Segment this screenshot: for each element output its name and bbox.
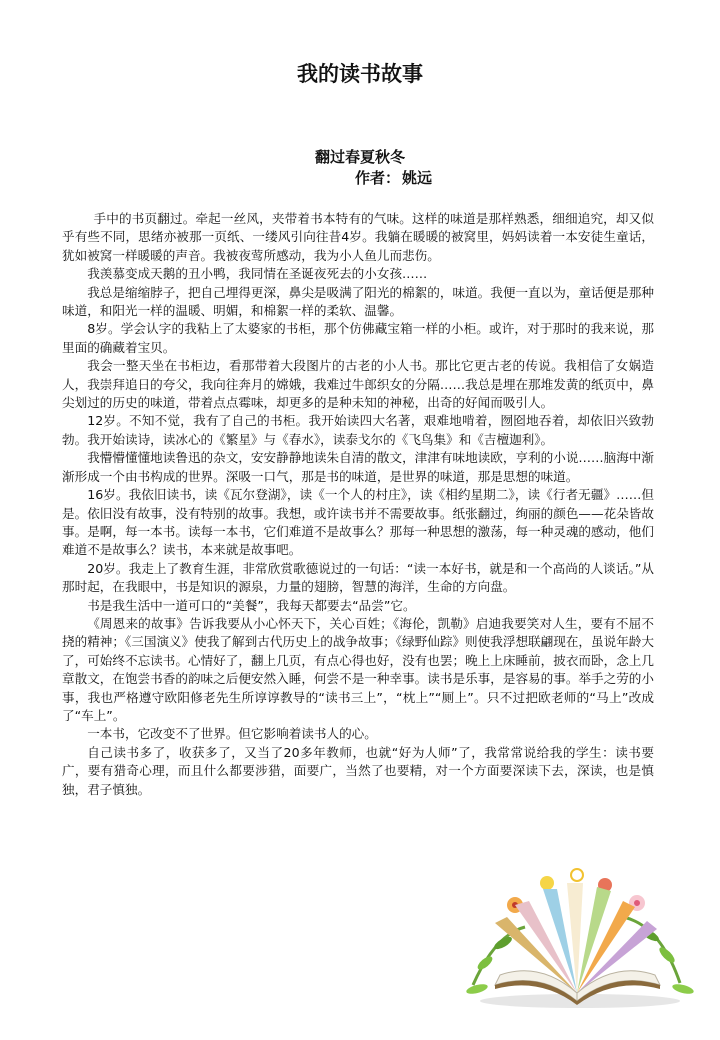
- paragraph: 8岁。学会认字的我粘上了太婆家的书柜，那个仿佛藏宝箱一样的小柜。或许，对于那时的我来说，那里面的确藏着宝贝。: [62, 321, 654, 355]
- paragraph: 书是我生活中一道可口的“美餐”，我每天都要去“品尝”它。: [87, 597, 416, 613]
- paragraph: 一本书，它改变不了世界。但它影响着读书人的心。: [87, 726, 377, 742]
- paragraph: 16岁。我依旧读书，读《瓦尔登湖》，读《一个人的村庄》，读《相约星期二》，读《行者无疆》……但是。依旧没有故事，没有特别的故事。我想，或许读书并不需要故事。纸张翻过，绚丽的颜色——花朵皆故事。是啊，每一本书。读每一本书，它们难道不是故事么？那每一种思想的激荡，每一种灵魂的感动，他们难道不是故事么？读书，本来就是故事吧。: [62, 487, 654, 558]
- paragraph: 我懵懵懂懂地读鲁迅的杂文，安安静静地读朱自清的散文，津津有味地读欧，亨利的小说……脑海中渐渐形成一个由书构成的世界。深吸一口气，那是书的味道，是世界的味道，那是思想的味道。: [62, 450, 654, 484]
- paragraph: 我羡慕变成天鹅的丑小鸭，我同情在圣诞夜死去的小女孩……: [87, 266, 428, 282]
- paragraph: 我总是缩缩脖子，把自己埋得更深，鼻尖是吸满了阳光的棉絮的，味道。我便一直以为，童话便是那种味道，和阳光一样的温暖、明媚，和棉絮一样的柔软、温馨。: [62, 284, 654, 319]
- author-line: [355, 167, 434, 188]
- paragraph: 《周恩来的故事》告诉我要从小心怀天下，关心百姓；《海伦，凯勒》启迪我要笑对人生，要有不屈不挠的精神；《三国演义》使我了解到古代历史上的战争故事；《绿野仙踪》则使我浮想联翩现在，虽说年龄大了，可始终不忘读书。心情好了，翻上几页，有点心得也好，没有也罢；晚上上床睡前，披衣而卧，念上几章散文，在饱尝书香的韵味之后便安然入睡，何尝不是一种幸事。读书是乐事，是容易的事。举手之劳的小事，我也严格遵守欧阳修老先生所谆谆教导的“读书三上”，“枕上”“厕上”。只不过把欧老师的“马上”改成了“车上”。: [62, 615, 654, 723]
- open-book-flowers-icon: [455, 865, 695, 1010]
- author-label: 作者：: [355, 169, 401, 187]
- essay-body: [62, 210, 654, 799]
- author-name: 姚远: [402, 169, 433, 187]
- paragraph: 手中的书页翻过。牵起一丝风，夹带着书本特有的气味。这样的味道是那样熟悉，细细追究，却又似乎有些不同，思绪亦被那一页纸、一缕风引向往昔4岁。我躺在暖暖的被窝里，妈妈读着一本安徒生童话，犹如被窝一样暖暖的声音。我被夜莺所感动，我为小人鱼儿而悲伤。: [62, 211, 654, 263]
- document-title: 我的读书故事: [297, 61, 423, 86]
- essay-subtitle: 翻过春夏秋冬: [314, 148, 405, 166]
- paragraph: 12岁。不知不觉，我有了自己的书柜。我开始读四大名著，艰难地啃着，囫囵地吞着，却依旧兴致勃勃。我开始读诗，读冰心的《繁星》与《春水》，读泰戈尔的《飞鸟集》和《吉檀迦利》。: [62, 413, 654, 447]
- paragraph: 我会一整天坐在书柜边，看那带着大段图片的古老的小人书。那比它更古老的传说。我相信了女娲造人，我崇拜追日的夸父，我向往奔月的嫦娥，我难过牛郎织女的分隔……我总是埋在那堆发黄的纸页中，鼻尖划过的历史的味道，带着点点霉味，却更多的是种未知的神秘，出奇的好闻而吸引人。: [62, 358, 654, 411]
- paragraph: 自己读书多了，收获多了，又当了20多年教师，也就“好为人师”了，我常常说给我的学生：读书要广，要有猎奇心理，而且什么都要涉猎，面要广，当然了也要精，对一个方面要深读下去，深读，也是慎独，君子慎独。: [62, 744, 654, 797]
- paragraph: 20岁。我走上了教育生涯，非常欣赏歌德说过的一句话：“读一本好书，就是和一个高尚的人谈话。”从那时起，在我眼中，书是知识的源泉，力量的翅膀，智慧的海洋，生命的方向盘。: [62, 560, 654, 595]
